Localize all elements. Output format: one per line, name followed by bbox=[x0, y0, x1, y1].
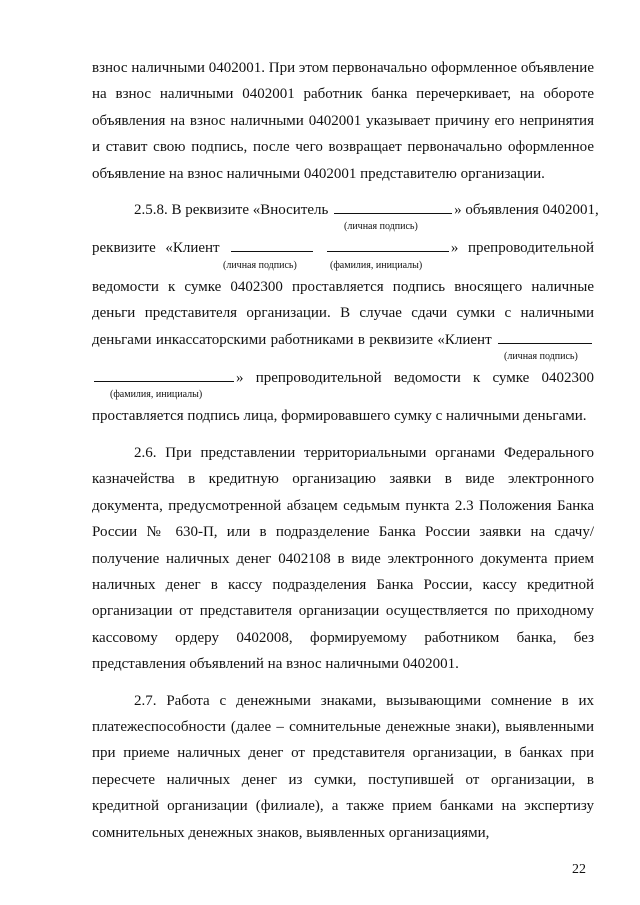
paragraph-continued: взнос наличными 0402001. При этом первоначально оформленное объявление на взнос наличными 0402001 работник банка перечеркивает, на обороте объявления на взнос наличными 0402001 указывает причину его непринятия и ставит свою подпись, после чего возвращает первоначально оформленное объявление на взнос наличными 0402001 представителю организации. bbox=[92, 60, 594, 182]
caption-row-3 bbox=[92, 353, 594, 365]
p258-start-text: 2.5.8. В реквизите «Вноситель bbox=[134, 202, 329, 219]
paragraph-2-7 bbox=[92, 688, 594, 846]
signature-blank-1 bbox=[334, 199, 452, 214]
paragraph-2-6 bbox=[92, 440, 594, 678]
p258-line5-text: деньгами инкассаторскими работниками в реквизите «Клиент bbox=[92, 331, 492, 348]
p258-mid-text: » объявления 0402001, bbox=[454, 202, 599, 219]
signature-blank-3 bbox=[498, 329, 592, 344]
p258-line6-text: » препроводительной ведомости к сумке 0402300 bbox=[236, 370, 594, 387]
caption-name-2: (фамилия, инициалы) bbox=[110, 389, 203, 401]
caption-row-2 bbox=[92, 259, 594, 274]
body-text bbox=[92, 55, 599, 846]
p258-line-5 bbox=[92, 327, 594, 353]
p258-line-6 bbox=[92, 365, 594, 391]
p27-text: 2.7. Работа с денежными знаками, вызывающими сомнение в их платежеспособности (далее – сомнительные денежные знаки), выявленными при приеме наличных денег от представителя организации, в банках при пересчете наличных денег из сумки, поступившей от организации, в кредитной организации (филиале), а также прием банками на экспертизу сомнительных денежных знаков, выявленных организациями, bbox=[92, 692, 594, 841]
name-blank-1 bbox=[327, 237, 449, 252]
client-label-1: реквизите «Клиент bbox=[92, 240, 220, 257]
p258-line2-end: » препроводительной bbox=[450, 240, 594, 257]
p258-line-7: проставляется подпись лица, формировавшего сумку с наличными деньгами. bbox=[92, 408, 587, 425]
p258-line-4: деньги представителя организации. В случае сдачи сумки с наличными bbox=[92, 305, 594, 322]
signature-blank-2 bbox=[231, 237, 313, 252]
p258-line-2 bbox=[92, 235, 594, 261]
caption-signature-2: (личная подпись) bbox=[223, 259, 297, 271]
name-blank-2 bbox=[94, 367, 234, 382]
paragraph-2-5-8 bbox=[92, 197, 599, 430]
caption-signature-3: (личная подпись) bbox=[504, 351, 578, 363]
caption-row-1 bbox=[92, 223, 594, 235]
caption-row-4 bbox=[92, 391, 594, 403]
caption-signature-1: (личная подпись) bbox=[344, 221, 418, 233]
p26-text: 2.6. При представлении территориальными органами Федерального казначейства в кредитную организацию заявки в виде электронного документа, предусмотренной абзацем седьмым пункта 2.3 Положения Банка России № 630-П, или в подразделение Банка России заявки на сдачу/получение наличных денег 0402108 в виде электронного документа прием наличных денег в кассу подразделения Банка России, кассу кредитной организации от представителя организации осуществляется по приходному кассовому ордеру 0402008, формируемому работником банка, без представления объявлений на взнос наличными 0402001. bbox=[92, 444, 594, 673]
page-number: 22 bbox=[572, 862, 586, 877]
caption-name-1: (фамилия, инициалы) bbox=[330, 259, 423, 271]
p258-line-3: ведомости к сумке 0402300 проставляется подпись вносящего наличные bbox=[92, 278, 594, 295]
p258-line-1 bbox=[92, 197, 599, 223]
